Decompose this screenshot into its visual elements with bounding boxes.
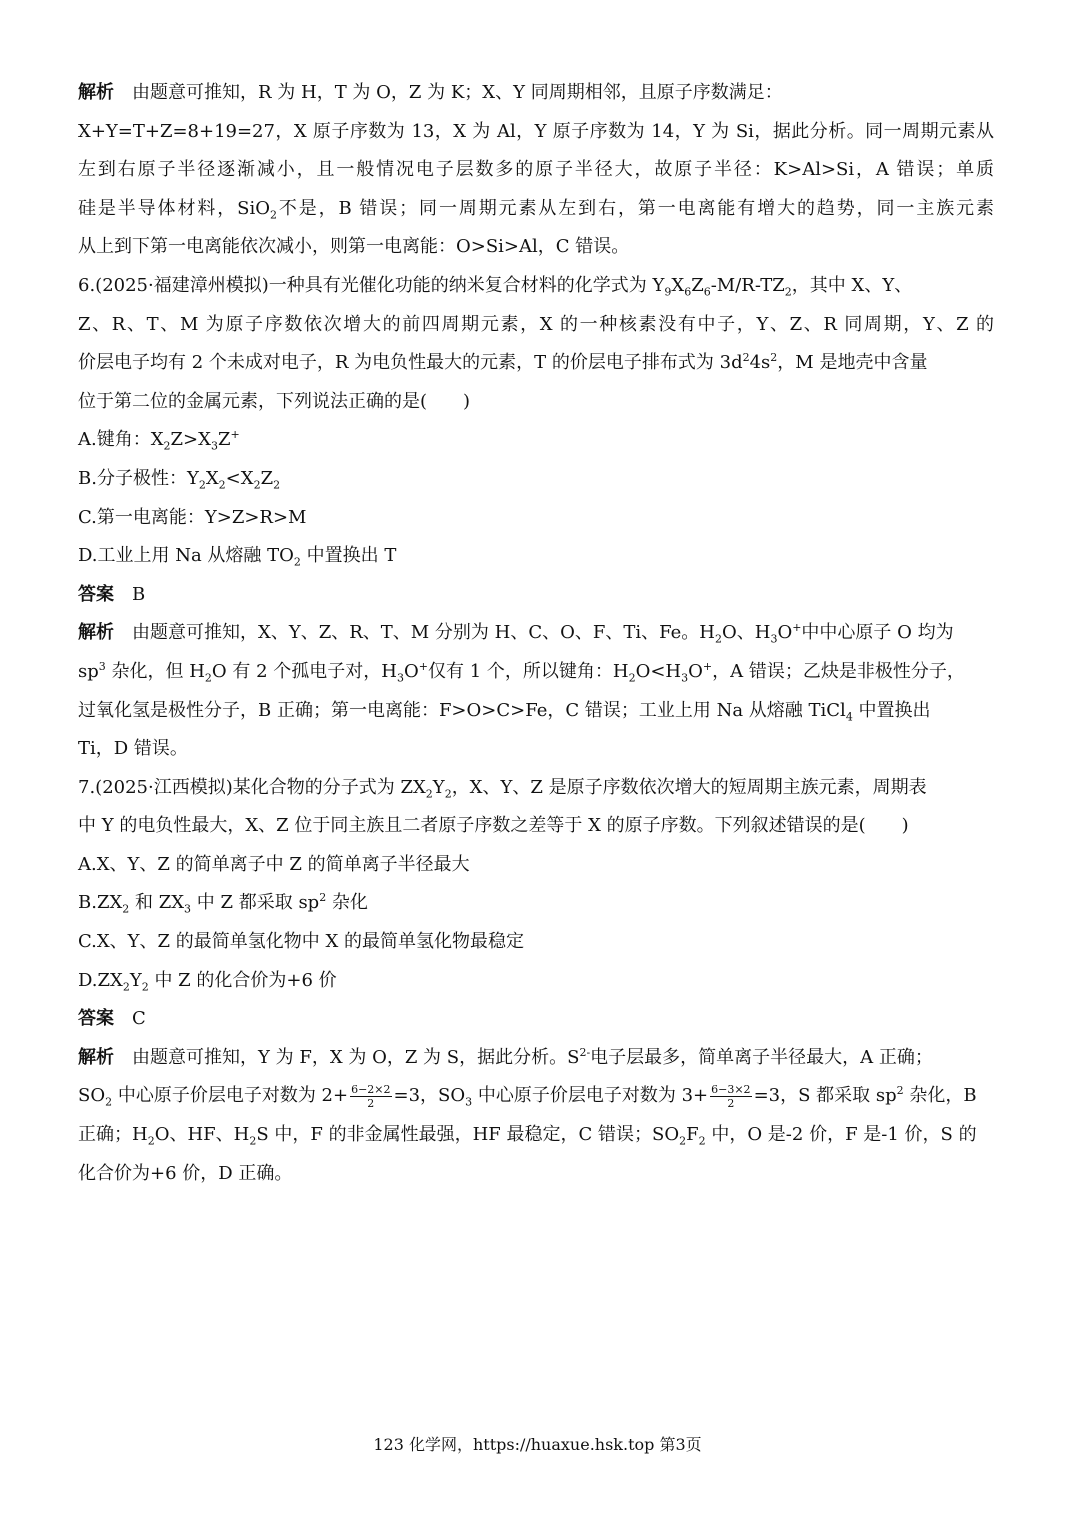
- q7-analysis-line-4: 化合价为+6 价，D 正确。: [78, 1162, 293, 1184]
- analysis-label: 解析: [78, 82, 114, 103]
- q7-option-c: C.X、Y、Z 的最简单氢化物中 X 的最简单氢化物最稳定: [78, 931, 525, 953]
- q7-stem-line-1: 7.(2025·江西模拟)某化合物的分子式为 $ZX_2Y_2$，X、Y、Z 是原子序数依次增大的短周期主族元素，周期表: [78, 776, 927, 801]
- q7-option-d: $D.ZX_2Y_2$ 中 Z 的化合价为+6 价: [78, 969, 337, 994]
- q6-option-b: B.分子极性：$Y_2X_2<X_2Z_2$: [78, 467, 281, 492]
- prev-analysis-line-5: 从上到下第一电离能依次减小，则第一电离能：O>Si>Al，C 错误。: [78, 236, 630, 258]
- answer-label: 答案: [78, 1008, 114, 1030]
- q7-option-a: A.X、Y、Z 的简单离子中 Z 的简单离子半径最大: [78, 853, 470, 875]
- q6-option-c: C.第一电离能：Y>Z>R>M: [78, 506, 307, 528]
- fraction: $\frac{6-3\times 2}{2}$: [711, 1082, 751, 1110]
- fraction: $\frac{6-2\times 2}{2}$: [351, 1082, 391, 1110]
- q7-stem-line-2: 中 Y 的电负性最大，X、Z 位于同主族且二者原子序数之差等于 X 的原子序数。下列叙述错误的是( ): [78, 815, 909, 837]
- prev-analysis-line-1: 解析 由题意可推知，R 为 H，T 为 O，Z 为 K；X、Y 同周期相邻，且原子序数满足：: [78, 82, 783, 103]
- prev-analysis-line-2: X+Y=T+Z=8+19=27，X 原子序数为 13，X 为 Al，Y 原子序数为 14，Y 为 Si，据此分析。同一周期元素从: [78, 120, 994, 142]
- q7-analysis-line-1: 解析 由题意可推知，Y 为 F，X 为 O，Z 为 S，据此分析。$S^{2-}$电子层最多，简单离子半径最大，A 正确；: [78, 1045, 933, 1068]
- q7-analysis-line-3: 正确；$H_2O$、HF、$H_2S$ 中，F 的非金属性最强，HF 最稳定，C 错误；$SO_2F_2$ 中，O 是-2 价，F 是-1 价，S 的: [78, 1124, 977, 1148]
- page-footer: 123 化学网，https://huaxue.hsk.top 第3页: [373, 1435, 702, 1454]
- q6-stem-line-4: 位于第二位的金属元素，下列说法正确的是( ): [78, 390, 471, 412]
- document-page: [78, 74, 994, 1193]
- q6-analysis-line-4: Ti，D 错误。: [78, 738, 188, 760]
- q6-stem-line-1: 6.(2025·福建漳州模拟)一种具有光催化功能的纳米复合材料的化学式为 $Y_9X_6Z_6-M/R-TZ_2$，其中 X、Y、: [78, 274, 913, 299]
- answer-label: 答案: [78, 583, 114, 605]
- analysis-label: 解析: [78, 1046, 114, 1068]
- q6-analysis-line-1: 解析 由题意可推知，X、Y、Z、R、T、M 分别为 H、C、O、F、Ti、Fe。$H_2O$、$H_3O^+$中中心原子 O 均为: [78, 621, 954, 646]
- analysis-label: 解析: [78, 622, 114, 644]
- q6-analysis-line-3: 过氧化氢是极性分子，B 正确；第一电离能：F>O>C>Fe，C 错误；工业上用 Na 从熔融 TiCl$_4$ 中置换出: [78, 699, 931, 724]
- q7-option-b: $B.ZX_2$ 和 $ZX_3$ 中 Z 都采取 $sp^2$ 杂化: [78, 891, 368, 917]
- q7-answer: 答案 C: [78, 1008, 146, 1030]
- q6-option-d: D.工业上用 Na 从熔融 $TO_2$ 中置换出 T: [78, 545, 397, 569]
- q6-option-a: A.键角：$X_2Z>X_3Z^+$: [78, 428, 240, 453]
- prev-analysis-line-3: 左到右原子半径逐渐减小，且一般情况电子层数多的原子半径大，故原子半径：K>Al>Si，A 错误；单质: [78, 159, 994, 181]
- q6-answer: 答案 B: [78, 583, 146, 605]
- q6-analysis-line-2: $sp^3$ 杂化，但 $H_2O$ 有 2 个孤电子对，$H_3O^+$仅有 1 个，所以键角：$H_2O<H_3O^+$，A 错误；乙炔是非极性分子，: [78, 659, 965, 685]
- prev-analysis-line-4: 硅是半导体材料，SiO$_2$不是，B 错误；同一周期元素从左到右，第一电离能有增大的趋势，同一主族元素: [78, 197, 994, 222]
- q6-stem-line-3: 价层电子均有 2 个未成对电子，R 为电负性最大的元素，T 的价层电子排布式为 $3d^24s^2$，M 是地壳中含量: [78, 351, 928, 374]
- q6-stem-line-2: Z、R、T、M 为原子序数依次增大的前四周期元素，X 的一种核素没有中子，Y、Z、R 同周期，Y、Z 的: [78, 313, 994, 335]
- q7-analysis-line-2: $SO_2$ 中心原子价层电子对数为 2+ $\frac{6-2\times 2}{2}$ =3，$SO_3$ 中心原子价层电子对数为 3+ $\frac{6-3\times 2}{2}$ =3，S 都采取 $sp^2$ 杂化，B: [78, 1082, 977, 1110]
